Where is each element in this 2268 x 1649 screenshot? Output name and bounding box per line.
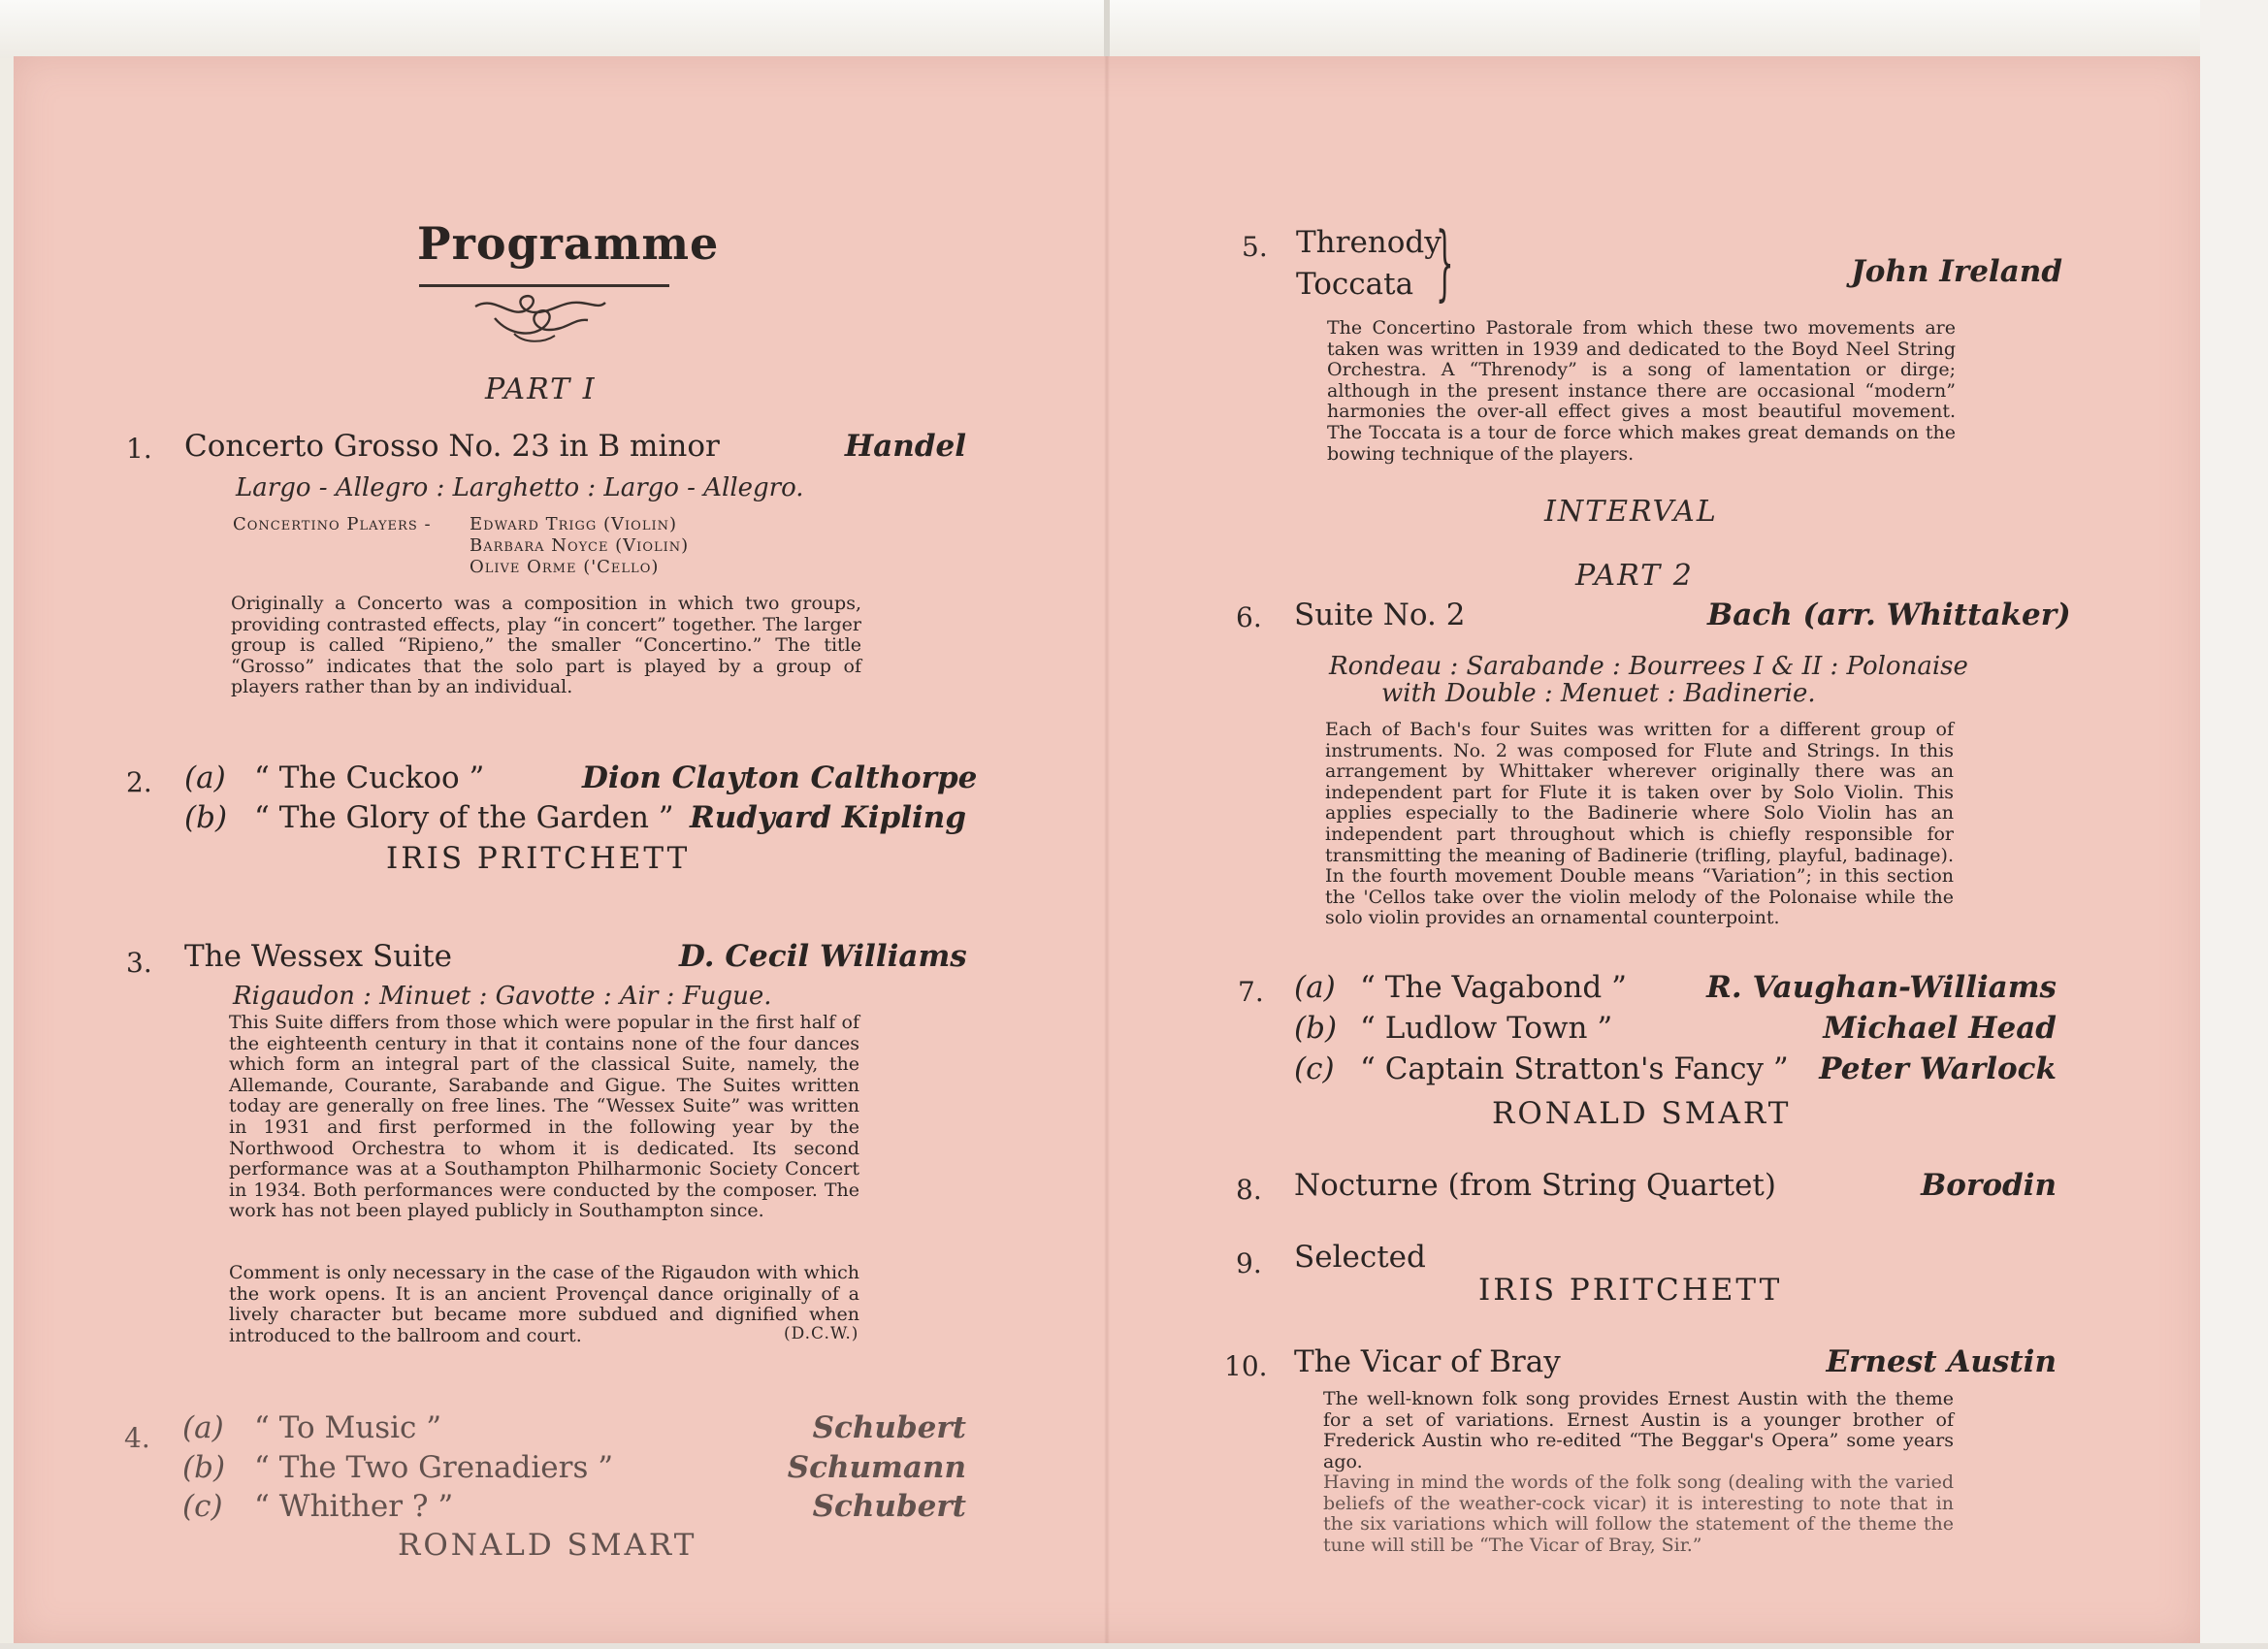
item-6-note: Each of Bach's four Suites was written for a different group of instruments. No. 2 was composed for Flute and Strings. In this arrangement by Whittaker wherever originally there was an independent part for Flute it is taken over by Solo Violin. This applies especially to the Badinerie where Solo Violin has an independent part throughout which is chiefly responsible for transmitting the meaning of Badinerie (trifling, playful, badinage). In the fourth movement Double means “Variation”; in this section the 'Cellos take over the violin melody of the Polonaise while the solo violin provides an ornamental counterpoint.: [1325, 719, 1954, 929]
item-2b-title: “ The Glory of the Garden ”: [254, 800, 674, 835]
item-7-number: 7.: [1238, 976, 1264, 1008]
item-10-composer: Ernest Austin: [1826, 1344, 2057, 1379]
item-4c-composer: Schubert: [812, 1489, 966, 1524]
item-2b-label: (b): [184, 800, 228, 835]
item-1-title: Concerto Grosso No. 23 in B minor: [184, 429, 720, 464]
item-10-note-1: The well-known folk song provides Ernest Austin with the theme for a set of variations. Ernest Austin is a younger brother of Frederick Austin who re-edited “The Beggar's Opera” some years ago.: [1323, 1388, 1954, 1472]
item-7c-label: (c): [1294, 1051, 1335, 1086]
player-2: Barbara Noyce (Violin): [470, 535, 690, 556]
item-4b-title: “ The Two Grenadiers ”: [254, 1450, 614, 1485]
title-underline: [419, 284, 669, 287]
item-7c-title: “ Captain Stratton's Fancy ”: [1360, 1051, 1789, 1086]
item-5-title-2: Toccata: [1296, 267, 1414, 302]
item-7a-label: (a): [1294, 970, 1336, 1005]
item-1-players-label: Concertino Players -: [233, 514, 432, 534]
scan-background-bottom: [0, 1643, 2268, 1649]
item-9-title: Selected: [1294, 1240, 1426, 1275]
item-3-note-1: This Suite differs from those which were popular in the first half of the eighteenth century in that it contains none of the four dances which form an integral part of the classical Suite, namely, the Allemande, Courante, Sarabande and Gigue. The Suites written today are generally on free lines. The “Wessex Suite” was written in 1931 and first performed in the following year by the Northwood Orchestra to whom it is dedicated. Its second performance was at a Southampton Philharmonic Society Concert in 1934. Both performances were conducted by the composer. The work has not been played publicly in Southampton since.: [229, 1012, 859, 1222]
item-2a-label: (a): [184, 760, 226, 795]
item-8-title: Nocturne (from String Quartet): [1294, 1168, 1776, 1203]
player-3: Olive Orme ('Cello): [470, 557, 660, 577]
item-9-number: 9.: [1236, 1247, 1262, 1279]
item-6-movements-1: Rondeau : Sarabande : Bourrees I & II : Polonaise: [1329, 652, 1968, 681]
item-2-number: 2.: [126, 766, 152, 798]
item-5-number: 5.: [1242, 231, 1268, 263]
item-6-title: Suite No. 2: [1294, 598, 1466, 632]
item-6-movements-2: with Double : Menuet : Badinerie.: [1381, 679, 1816, 708]
item-7c-composer: Peter Warlock: [1819, 1051, 2057, 1086]
item-7b-label: (b): [1294, 1011, 1338, 1046]
flourish-ornament-icon: [466, 289, 611, 347]
item-3-number: 3.: [126, 947, 152, 979]
item-4b-composer: Schumann: [787, 1450, 966, 1485]
part-2-heading: PART 2: [1575, 559, 1694, 593]
item-3-note-2: Comment is only necessary in the case of the Rigaudon with which the work opens. It is an ancient Provençal dance originally of a lively character but became more subdued and dignified when introduced to the ballroom and court.: [229, 1262, 859, 1346]
page-fold-gap: [1104, 0, 1110, 56]
item-4a-composer: Schubert: [812, 1410, 966, 1445]
programme-title: Programme: [417, 217, 720, 270]
item-4b-label: (b): [182, 1450, 226, 1485]
item-5-composer: John Ireland: [1851, 254, 2062, 289]
brace-icon: }: [1436, 214, 1454, 309]
item-2a-composer: Dion Clayton Calthorpe: [582, 760, 978, 795]
item-4c-label: (c): [182, 1489, 223, 1524]
item-3-composer: D. Cecil Williams: [679, 939, 967, 974]
item-5-note: The Concertino Pastorale from which these two movements are taken was written in 1939 and dedicated to the Boyd Neel String Orchestra. A “Threnody” is a song of lamentation or dirge; although in the present instance there are occasional “modern” harmonies the over-all effect gives a most beautiful movement. The Toccata is a tour de force which makes great demands on the bowing technique of the players.: [1327, 317, 1956, 465]
item-5-title-1: Threnody: [1296, 225, 1442, 260]
item-3-initials: (D.C.W.): [784, 1324, 859, 1343]
item-3-movements: Rigaudon : Minuet : Gavotte : Air : Fugue.: [233, 982, 772, 1011]
item-1-composer: Handel: [844, 429, 966, 464]
player-1: Edward Trigg (Violin): [470, 514, 677, 534]
scan-background-top: [0, 0, 2268, 58]
item-4c-title: “ Whither ? ”: [254, 1489, 454, 1524]
page-fold: [1104, 56, 1110, 1643]
item-6-composer: Bach (arr. Whittaker): [1707, 598, 2071, 632]
item-8-composer: Borodin: [1921, 1168, 2057, 1203]
item-1-movements: Largo - Allegro : Larghetto : Largo - Allegro.: [236, 473, 804, 502]
item-3-title: The Wessex Suite: [184, 939, 452, 974]
item-1-note: Originally a Concerto was a composition in which two groups, providing contrasted effects, play “in concert” together. The larger group is called “Ripieno,” the smaller “Concertino.” The title “Grosso” indicates that the solo part is played by a group of players rather than by an individual.: [231, 593, 861, 698]
item-2a-title: “ The Cuckoo ”: [254, 760, 485, 795]
item-1-number: 1.: [126, 433, 152, 465]
item-2-performer: IRIS PRITCHETT: [386, 841, 691, 876]
item-10-number: 10.: [1224, 1350, 1268, 1382]
item-7a-title: “ The Vagabond ”: [1360, 970, 1627, 1005]
item-4a-label: (a): [182, 1410, 224, 1445]
item-9-performer: IRIS PRITCHETT: [1478, 1273, 1783, 1308]
part-1-heading: PART I: [485, 372, 597, 406]
item-4-number: 4.: [124, 1422, 150, 1454]
item-2b-composer: Rudyard Kipling: [689, 800, 966, 835]
item-6-number: 6.: [1236, 601, 1262, 633]
item-7b-composer: Michael Head: [1823, 1011, 2057, 1046]
item-10-note-2: Having in mind the words of the folk song (dealing with the varied beliefs of the weather-cock vicar) it is interesting to note that in the six variations which will follow the statement of the theme the tune will still be “The Vicar of Bray, Sir.”: [1323, 1471, 1954, 1556]
item-4-performer: RONALD SMART: [398, 1528, 697, 1563]
scan-background-right: [2200, 0, 2268, 1649]
item-7a-composer: R. Vaughan-Williams: [1706, 970, 2057, 1005]
item-7b-title: “ Ludlow Town ”: [1360, 1011, 1613, 1046]
interval-heading: INTERVAL: [1544, 495, 1718, 529]
item-4a-title: “ To Music ”: [254, 1410, 442, 1445]
item-8-number: 8.: [1236, 1174, 1262, 1206]
item-7-performer: RONALD SMART: [1492, 1096, 1792, 1131]
item-10-title: The Vicar of Bray: [1294, 1344, 1561, 1379]
